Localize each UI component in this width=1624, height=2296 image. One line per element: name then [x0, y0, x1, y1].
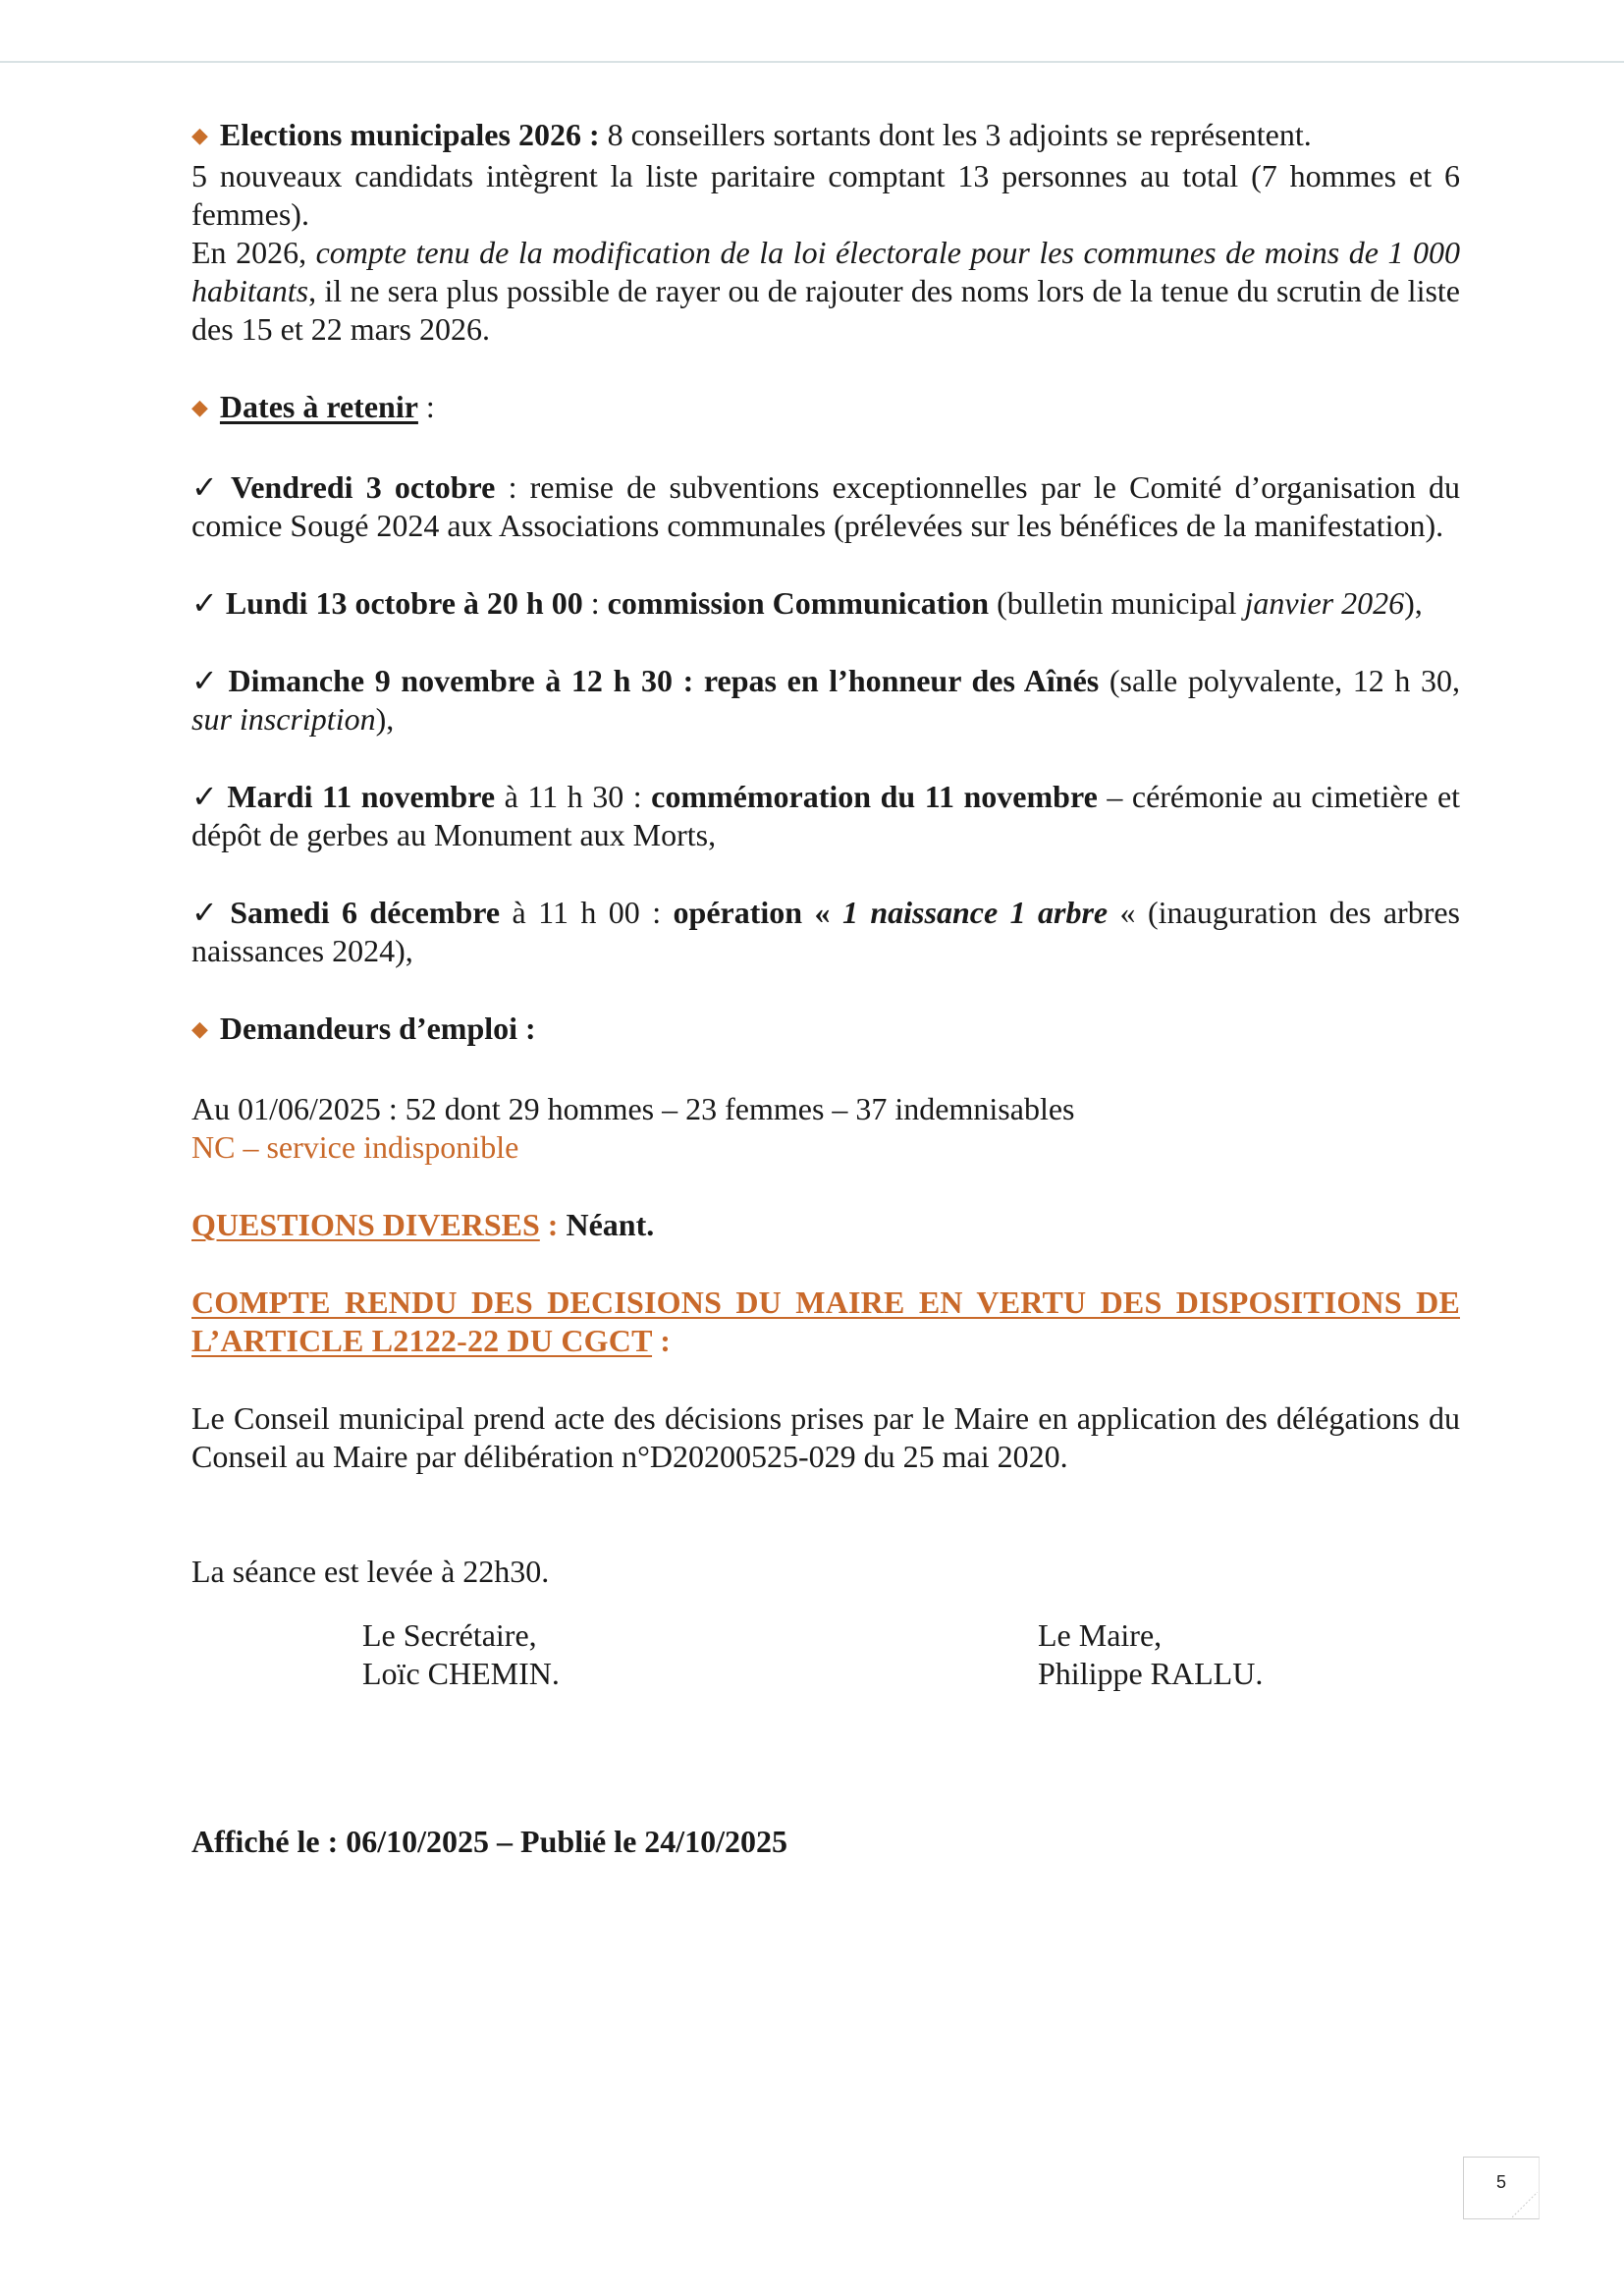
check-icon: ✓	[191, 469, 224, 505]
check-icon: ✓	[191, 895, 223, 930]
questions-diverses: QUESTIONS DIVERSES : Néant.	[191, 1207, 655, 1242]
top-rule	[0, 61, 1624, 63]
document-body	[191, 116, 1460, 1861]
closing-line: La séance est levée à 22h30.	[191, 1554, 550, 1589]
date-item: ✓ Samedi 6 décembre à 11 h 00 : opération « 1 naissance 1 arbre « (inauguration des arbres naissances 2024),	[191, 895, 1461, 968]
page-number: 5	[1463, 2157, 1540, 2219]
elections-candidates: 5 nouveaux candidats intègrent la liste paritaire comptant 13 personnes au total (7 hommes et 6 femmes).	[191, 158, 1460, 232]
publication-footer: Affiché le : 06/10/2025 – Publié le 24/10/2025	[191, 1824, 788, 1859]
secretary-signature: Le Secrétaire, Loïc CHEMIN.	[362, 1617, 560, 1691]
emploi-heading: ◆ Demandeurs d’emploi :	[191, 1011, 536, 1046]
emploi-stats: Au 01/06/2025 : 52 dont 29 hommes – 23 femmes – 37 indemnisables	[191, 1091, 1075, 1126]
dates-heading: ◆ Dates à retenir :	[191, 389, 435, 424]
elections-paragraph: ◆ Elections municipales 2026 : 8 conseillers sortants dont les 3 adjoints se représentent.	[191, 117, 1312, 152]
check-icon: ✓	[191, 663, 221, 698]
check-icon: ✓	[191, 585, 218, 621]
compte-rendu-heading: COMPTE RENDU DES DECISIONS DU MAIRE EN VERTU DES DISPOSITIONS DE L’ARTICLE L2122-22 DU CGCT :	[191, 1285, 1460, 1358]
diamond-icon: ◆	[191, 1016, 208, 1041]
mayor-signature: Le Maire, Philippe RALLU.	[1038, 1617, 1264, 1691]
emploi-status: NC – service indisponible	[191, 1129, 519, 1165]
diamond-icon: ◆	[191, 123, 208, 147]
date-item: ✓ Lundi 13 octobre à 20 h 00 : commission Communication (bulletin municipal janvier 2026),	[191, 585, 1423, 621]
date-item: ✓ Vendredi 3 octobre : remise de subventions exceptionnelles par le Comité d’organisation du comice Sougé 2024 aux Associations communales (prélevées sur les bénéfices de la manifestation).	[191, 469, 1461, 543]
compte-rendu-text: Le Conseil municipal prend acte des décisions prises par le Maire en application des délégations du Conseil au Maire par délibération n°D20200525-029 du 25 mai 2020.	[191, 1400, 1460, 1474]
elections-title: Elections municipales 2026 :	[219, 117, 600, 152]
date-item: ✓ Dimanche 9 novembre à 12 h 30 : repas en l’honneur des Aînés (salle polyvalente, 12 h 30, sur inscription),	[191, 663, 1461, 737]
check-icon: ✓	[191, 779, 220, 814]
diamond-icon: ◆	[191, 395, 208, 419]
elections-law: En 2026, compte tenu de la modification de la loi électorale pour les communes de moins de 1 000 habitants, il ne sera plus possible de rayer ou de rajouter des noms lors de la tenue du scrutin de liste des 15 et 22 mars 2026.	[191, 235, 1461, 347]
date-item: ✓ Mardi 11 novembre à 11 h 30 : commémoration du 11 novembre – cérémonie au cimetière et dépôt de gerbes au Monument aux Morts,	[191, 779, 1461, 852]
page-curl-icon	[1512, 2192, 1538, 2217]
signatures	[191, 1616, 1460, 1695]
